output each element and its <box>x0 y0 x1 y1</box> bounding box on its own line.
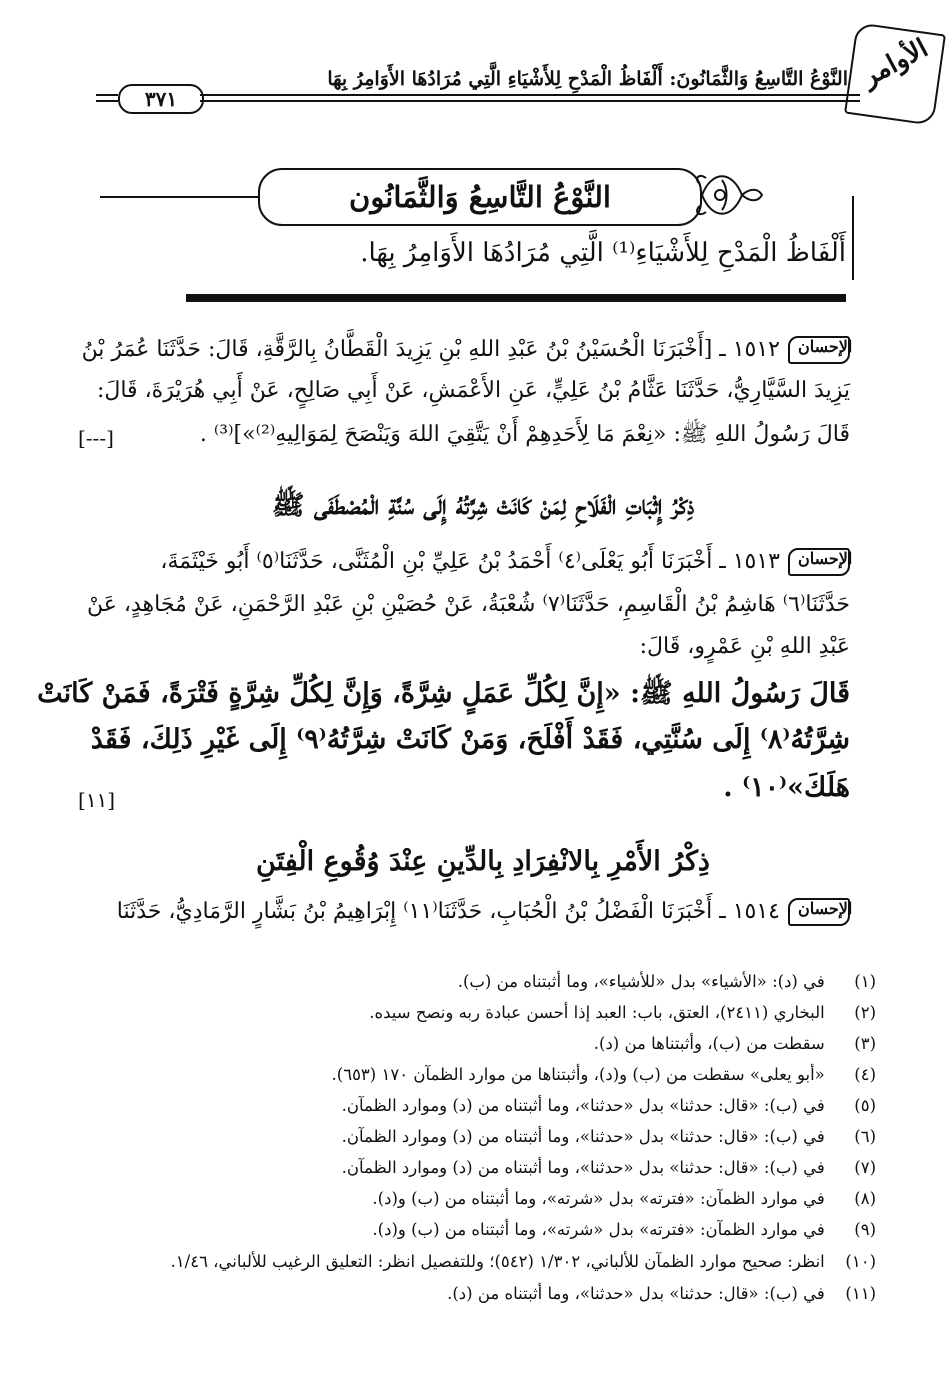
footnote <box>66 1096 876 1115</box>
source-badge: الإحسان <box>788 548 850 576</box>
footnote <box>66 1252 876 1271</box>
section-heading-2: ذِكْرُ الأَمْرِ بِالانْفِرَادِ بِالدِّينِ عِنْدَ وُقُوعِ الْفِتَنِ <box>256 846 710 877</box>
footnote-text: سقطت من (ب)، وأثبتناها من (د). <box>593 1034 830 1053</box>
source-badge: الإحسان <box>788 898 850 926</box>
footnote <box>66 1003 876 1022</box>
footnote-number: (١٠) <box>845 1252 876 1271</box>
footnote-number: (٤) <box>854 1065 876 1084</box>
section-heading-1: ذِكْرُ إِثْبَاتِ الْفَلَاحِ لِمَنْ كَانَتْ شِرَّتُهُ إِلَى سُنَّةِ الْمُصْطَفَى ﷺ <box>271 490 695 521</box>
footnote <box>66 1189 876 1208</box>
corner-label: الأوامر <box>856 33 933 93</box>
footnote-number: (١) <box>854 972 876 991</box>
hadith-1512-line-2: يَزِيدَ السَّيَّارِيُّ، حَدَّثَنَا عَثَّامُ بْنُ عَلِيٍّ، عَنِ الأَعْمَشِ، عَنْ أَبِي صَالِحٍ، عَنْ أَبِي هُرَيْرَةَ، قَالَ: <box>96 378 850 403</box>
footnote-text: في (ب): «قال: حدثنا» بدل «حدثنا»، وما أثبتناه من (د) وموارد الظمآن. <box>341 1127 830 1146</box>
footnote-number: (٢) <box>854 1003 876 1022</box>
hadith-1512-line-1: الإحسان ١٥١٢ ـ [أَخْبَرَنَا الْحُسَيْنُ بْنُ عَبْدِ اللهِ بْنِ يَزِيدَ الْقَطَّانُ بِالرَّقَّةِ، قَالَ: حَدَّثَنَا عُمَرُ بْنُ <box>81 337 853 362</box>
footnote-number: (٥) <box>854 1096 876 1115</box>
footnote <box>66 1220 876 1239</box>
chapter-frame-top <box>100 196 258 198</box>
chapter-frame <box>852 196 854 280</box>
header-rule-2 <box>200 100 860 102</box>
footnote-text: في (ب): «قال: حدثنا» بدل «حدثنا»، وما أثبتناه من (د) وموارد الظمآن. <box>341 1158 830 1177</box>
header-rule-left <box>96 94 118 96</box>
footnote-text: البخاري (٢٤١١)، العتق، باب: العبد إذا أحسن عبادة ربه ونصح سيده. <box>369 1003 830 1022</box>
floral-ornament-icon <box>692 160 764 230</box>
footnote <box>66 972 876 991</box>
footnote-text: في (ب): «قال: حدثنا» بدل «حدثنا»، وما أثبتناه من (د) وموارد الظمآن. <box>341 1096 830 1115</box>
source-badge: الإحسان <box>788 336 850 364</box>
footnote-text: انظر: صحيح موارد الظمآن للألباني، ١/٣٠٢ (٥٤٢)؛ وللتفصيل انظر: التعليق الرغيب للألباني، ١/٤٦. <box>170 1252 830 1271</box>
footnote-text: في (د): «الأشياء» بدل «للأشياء»، وما أثبتناه من (ب). <box>457 972 830 991</box>
chapter-subtitle: أَلْفَاظُ الْمَدْحِ لِلأَشْيَاءِ⁽¹⁾ الَّتِي مُرَادُهَا الأَوَامِرُ بِهَا. <box>360 238 846 268</box>
hadith-1512-line-3: قَالَ رَسُولُ اللهِ ﷺ: «نِعْمَ مَا لِأَحَدِهِمْ أَنْ يَتَّقِيَ اللهَ وَيَنْصَحَ لِمَوَالِيهِ⁽²⁾»]⁽³⁾ . <box>199 422 850 447</box>
footnote-number: (١١) <box>845 1284 876 1303</box>
footnote-text: في موارد الظمآن: «فترته» بدل «شرته»، وما أثبتناه من (ب) و(د). <box>372 1189 830 1208</box>
hadith-1513-line-6: هَلَكَ»⁽١٠⁾ . <box>723 772 850 803</box>
footnote-text: في (ب): «قال: حدثنا» بدل «حدثنا»، وما أثبتناه من (د). <box>447 1284 830 1303</box>
footnote-number: (٣) <box>854 1034 876 1053</box>
hadith-1512-ref: [---] <box>78 426 114 450</box>
hadith-1513-ref: [١١] <box>78 788 116 812</box>
footnote <box>66 1158 876 1177</box>
hadith-1514-line-1: الإحسان ١٥١٤ ـ أَخْبَرَنَا الْفَضْلُ بْنُ الْحُبَابِ، حَدَّثَنَا⁽١١⁾ إِبْرَاهِيمُ بْنُ بَشَّارٍ الرَّمَادِيُّ، حَدَّثَنَا <box>116 899 853 924</box>
page-number: ٣٧١ <box>118 84 204 114</box>
chapter-divider <box>186 294 846 302</box>
footnote-number: (٦) <box>854 1127 876 1146</box>
header-rule <box>200 94 860 96</box>
footnote <box>66 1065 876 1084</box>
footnote-number: (٨) <box>854 1189 876 1208</box>
running-title: النَّوْعُ التَّاسِعُ وَالثَّمَانُونَ: أَلْفَاظُ الْمَدْحِ لِلأَشْيَاءِ الَّتِي مُرَادُهَا الأَوَامِرُ بِهَا <box>327 68 848 90</box>
hadith-1513-line-3: عَبْدِ اللهِ بْنِ عَمْرٍو، قَالَ: <box>639 634 850 659</box>
footnote <box>66 1034 876 1053</box>
footnote-number: (٧) <box>854 1158 876 1177</box>
hadith-1513-line-2: حَدَّثَنَا⁽٦⁾ هَاشِمُ بْنُ الْقَاسِمِ، حَدَّثَنَا⁽٧⁾ شُعْبَةُ، عَنْ حُصَيْنِ بْنِ عَبْدِ الرَّحْمَنِ، عَنْ مُجَاهِدٍ، عَنْ <box>87 592 850 617</box>
footnote-text: «أبو يعلى» سقطت من (ب) و(د)، وأثبتناها من موارد الظمآن ١٧٠ (٦٥٣). <box>331 1065 830 1084</box>
hadith-1513-line-4: قَالَ رَسُولُ اللهِ ﷺ: «إِنَّ لِكُلِّ عَمَلٍ شِرَّةً، وَإِنَّ لِكُلِّ شِرَّةٍ فَتْرَةً، فَمَنْ كَانَتْ <box>37 678 850 709</box>
header-rule-left-2 <box>96 100 118 102</box>
hadith-1513-line-1: الإحسان ١٥١٣ ـ أَخْبَرَنَا أَبُو يَعْلَى⁽٤⁾ أَحْمَدُ بْنُ عَلِيِّ بْنِ الْمُثَنَّى، حَدَّثَنَا⁽٥⁾ أَبُو خَيْثَمَةَ، <box>160 549 853 574</box>
footnote <box>66 1127 876 1146</box>
footnote <box>66 1284 876 1303</box>
hadith-1513-line-5: شِرَّتُهُ⁽٨⁾ إِلَى سُنَّتِي، فَقَدْ أَفْلَحَ، وَمَنْ كَانَتْ شِرَّتُهُ⁽٩⁾ إِلَى غَيْرِ ذَلِكَ، فَقَدْ <box>90 724 850 755</box>
chapter-title: النَّوْعُ التَّاسِعُ وَالثَّمَانُون <box>258 168 702 226</box>
footnote-number: (٩) <box>854 1220 876 1239</box>
footnote-text: في موارد الظمآن: «فترته» بدل «شرته»، وما أثبتناه من (ب) و(د). <box>372 1220 830 1239</box>
